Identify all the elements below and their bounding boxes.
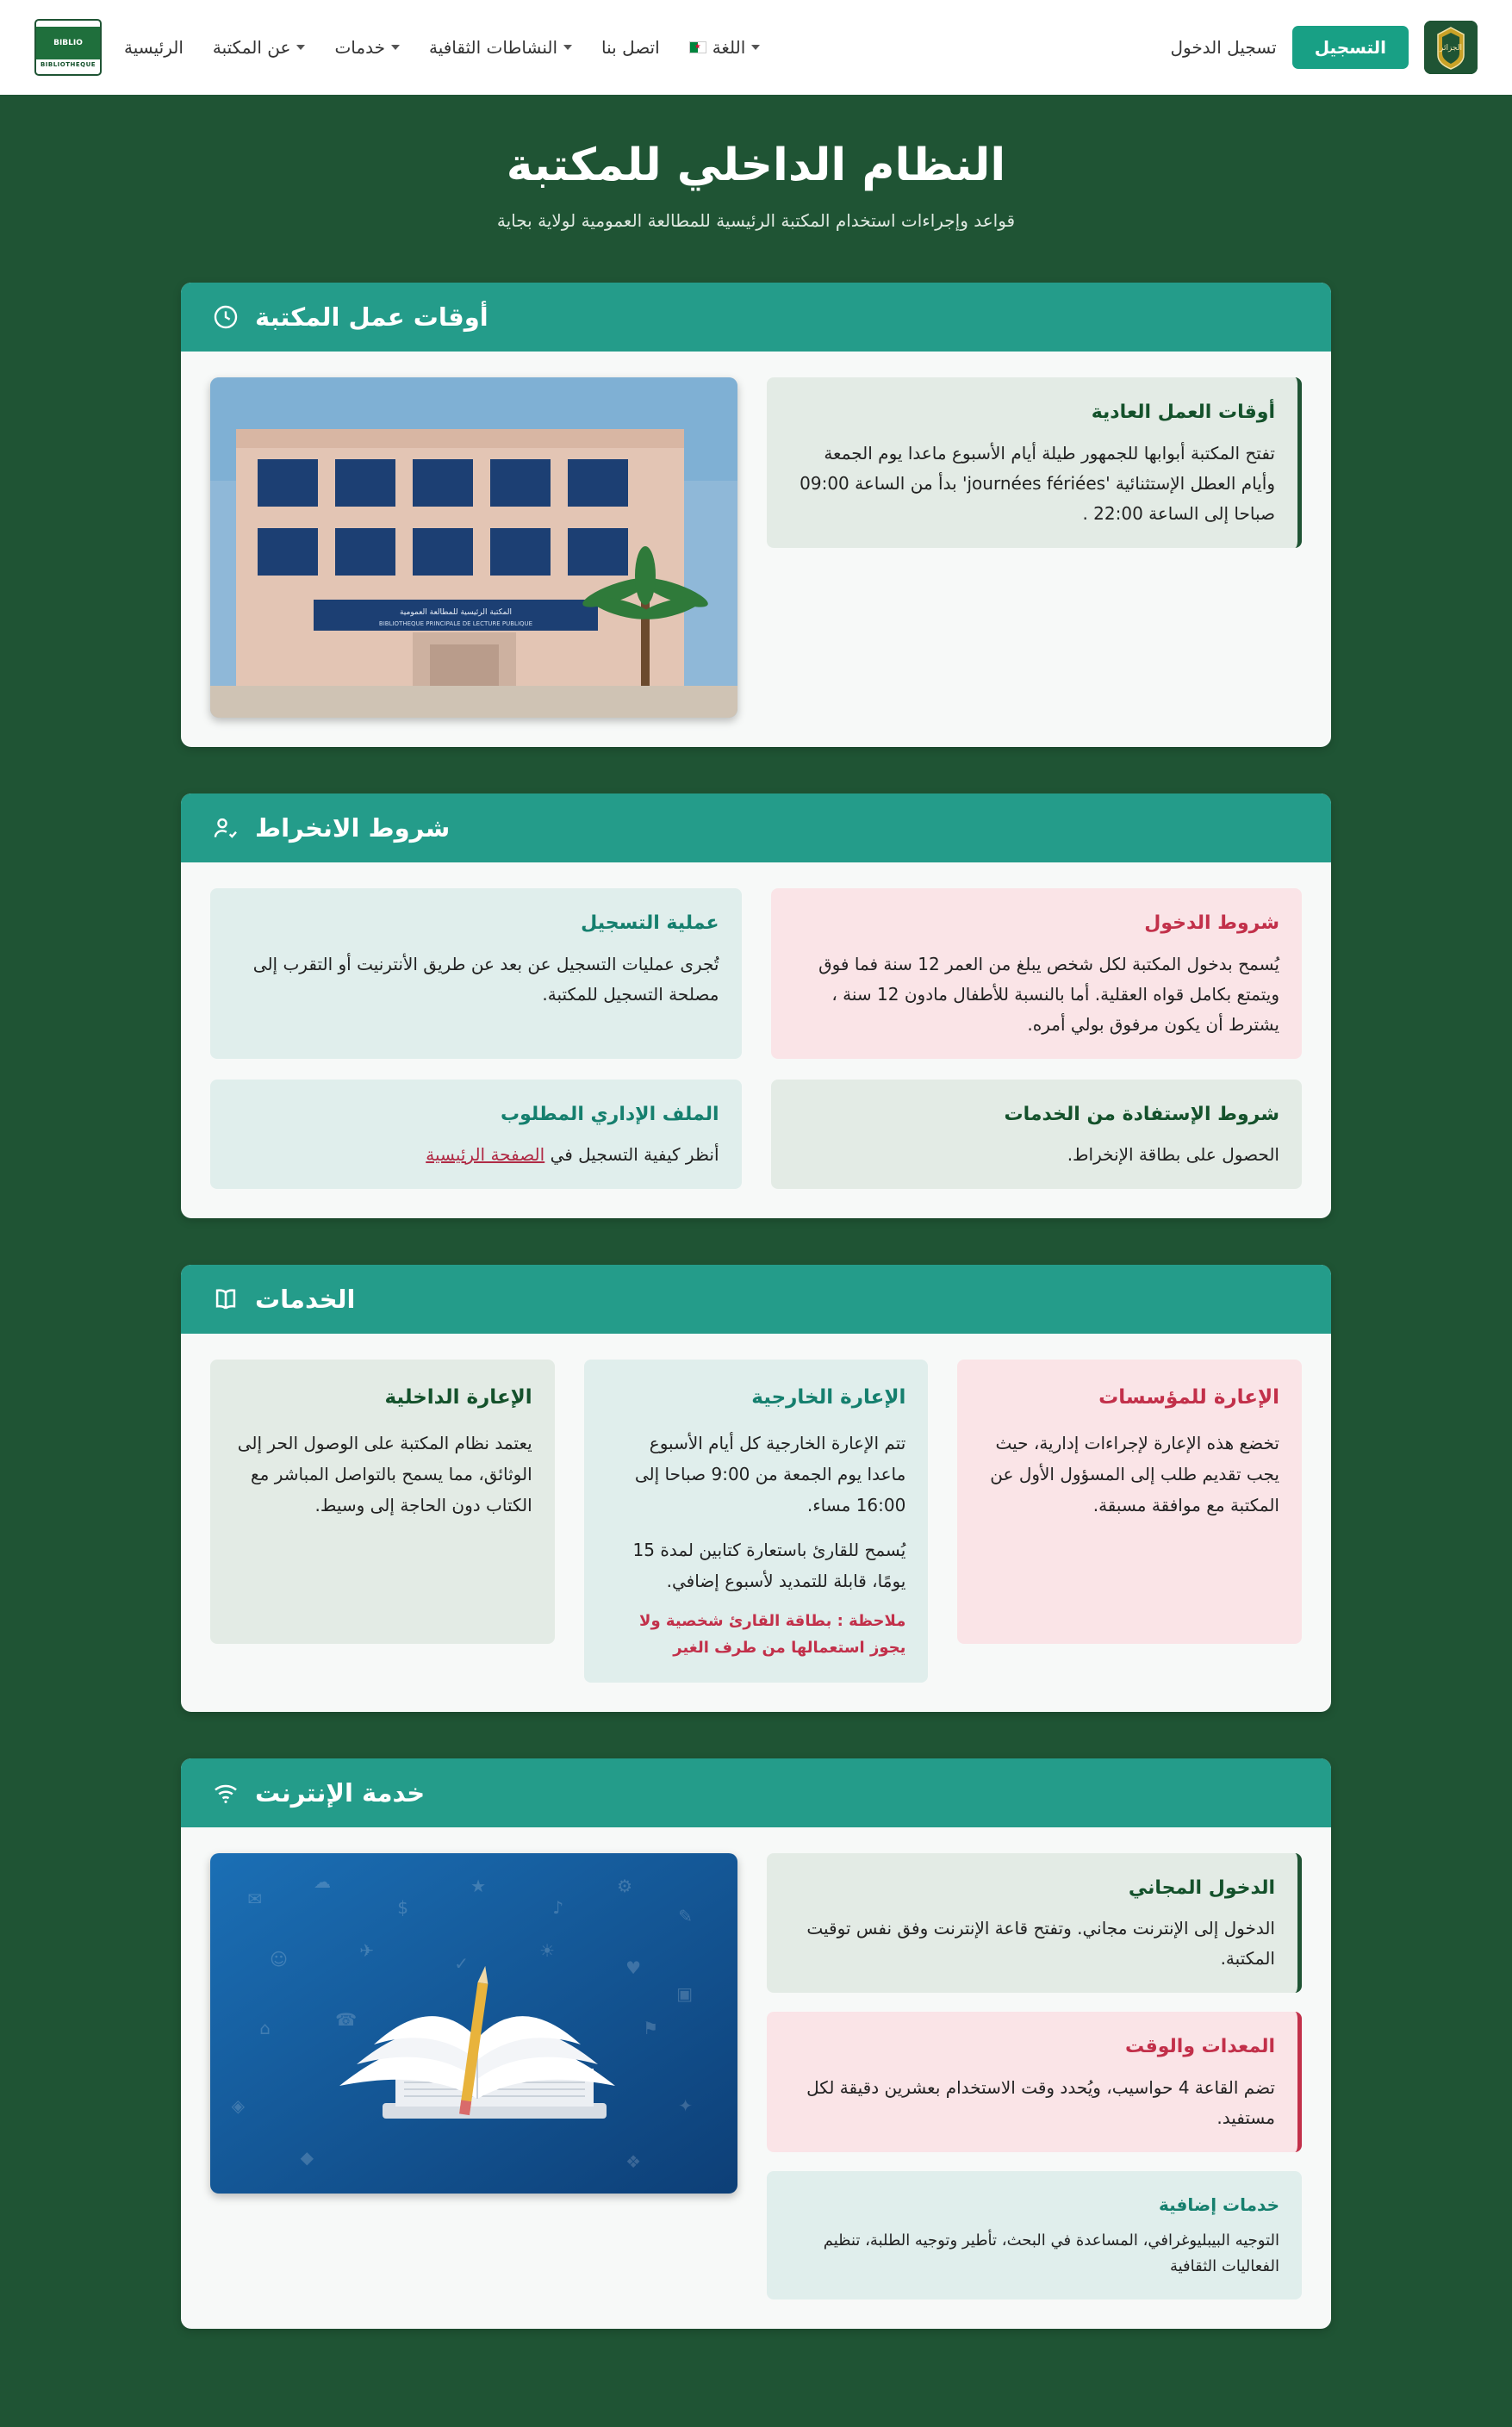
register-button[interactable]: التسجيل [1292, 26, 1409, 69]
page-title: النظام الداخلي للمكتبة [506, 140, 1006, 191]
svg-text:▣: ▣ [676, 1982, 693, 2004]
svg-text:⚑: ⚑ [643, 2017, 658, 2038]
chevron-down-icon [751, 45, 760, 50]
block-service-conditions [771, 1080, 1303, 1190]
block-title-free-access: الدخول المجاني [1128, 1876, 1275, 1899]
svg-text:❖: ❖ [625, 2150, 641, 2172]
block-title-entry-conditions: شروط الدخول [1144, 912, 1279, 934]
main-menu [124, 37, 760, 58]
block-text-equipment-time: تضم القاعة 4 حواسيب، ويُحدد وقت الاستخدام بعشرين دقيقة لكل مستفيد. [806, 2076, 1275, 2128]
block-external-loan [584, 1360, 929, 1683]
chevron-down-icon [563, 45, 572, 50]
menu-label-cultural-activities: النشاطات الثقافية [428, 37, 558, 58]
site-logo-mark [36, 27, 100, 59]
menu-item-language[interactable] [689, 37, 761, 58]
svg-text:♪: ♪ [552, 1896, 563, 1918]
page-content [0, 283, 1512, 2427]
navbar-actions [1170, 21, 1478, 74]
block-text-external-loan: تتم الإعارة الخارجية كل أيام الأسبوع ماعدا يوم الجمعة من 9:00 صباحا إلى 16:00 مساء. [634, 1433, 906, 1516]
section-title-hours: أوقات عمل المكتبة [255, 302, 488, 332]
section-body-hours [181, 352, 1331, 747]
block-registration-process [210, 888, 742, 1059]
svg-text:☎: ☎ [335, 2008, 357, 2030]
menu-item-home[interactable] [124, 37, 184, 58]
block-text-free-access: الدخول إلى الإنترنت مجاني. وتفتح قاعة الإنترنت وفق نفس توقيت المكتبة. [806, 1918, 1275, 1970]
hours-info-column [767, 377, 1302, 548]
page-subtitle: قواعد وإجراءات استخدام المكتبة الرئيسية للمطالعة العمومية لولاية بجاية [496, 210, 1016, 231]
homepage-link[interactable]: الصفحة الرئيسية [426, 1144, 545, 1165]
top-navbar [0, 0, 1512, 95]
user-check-icon [210, 812, 241, 843]
block-text-institution-loan: تخضع هذه الإعارة لإجراءات إدارية، حيث يجب تقديم طلب إلى المسؤول الأول عن المكتبة مع موافقة مسبقة. [990, 1433, 1279, 1516]
block-text-registration-process: تُجرى عمليات التسجيل عن بعد عن طريق الأنترنيت أو التقرب إلى مصلحة التسجيل للمكتبة. [252, 953, 719, 1005]
chevron-down-icon [296, 45, 305, 50]
svg-text:✉: ✉ [247, 1888, 262, 1909]
block-entry-conditions [771, 888, 1303, 1059]
block-text2-external-loan: يُسمح للقارئ باستعارة كتابين لمدة 15 يومًا، قابلة للتمديد لأسبوع إضافي. [632, 1540, 906, 1592]
svg-text:$: $ [397, 1896, 408, 1918]
menu-item-services[interactable] [334, 37, 400, 58]
menu-item-contact[interactable] [601, 37, 660, 58]
section-header-membership [181, 793, 1331, 862]
block-title-service-conditions: شروط الإستفادة من الخدمات [1004, 1103, 1279, 1125]
svg-text:✓: ✓ [454, 1952, 469, 1974]
section-header-services [181, 1265, 1331, 1334]
svg-text:♥: ♥ [625, 1957, 641, 1978]
svg-text:◈: ◈ [231, 2094, 245, 2116]
block-title-institution-loan: الإعارة للمؤسسات [1098, 1386, 1279, 1409]
section-header-internet [181, 1758, 1331, 1827]
section-body-internet [181, 1827, 1331, 2329]
svg-text:☁: ☁ [314, 1870, 331, 1892]
block-title-extra-services: خدمات إضافية [1159, 2194, 1279, 2215]
block-text-service-conditions: الحصول على بطاقة الإنخراط. [1067, 1144, 1279, 1165]
site-logo-bottom-text: BIBLIOTHEQUE [40, 60, 96, 68]
block-text-admin-file [233, 1140, 719, 1170]
membership-grid [210, 888, 1302, 1189]
block-title-normal-hours: أوقات العمل العادية [1091, 401, 1275, 423]
svg-text:✦: ✦ [678, 2094, 693, 2116]
internet-book-illustration [210, 1853, 737, 2194]
chevron-down-icon [391, 45, 400, 50]
block-title-admin-file: الملف الإداري المطلوب [501, 1103, 719, 1125]
site-logo-top-text: BIBLIO [53, 38, 83, 47]
block-note-external-loan: ملاحظة : بطاقة القارئ شخصية ولا يجوز استعمالها من طرف الغير [639, 1612, 906, 1657]
ministry-emblem-logo[interactable] [1424, 21, 1478, 74]
section-membership-conditions [181, 793, 1331, 1218]
svg-text:☀: ☀ [539, 1939, 555, 1961]
svg-text:☺: ☺ [270, 1948, 288, 1970]
section-title-internet: خدمة الإنترنت [255, 1777, 426, 1808]
section-body-membership [181, 862, 1331, 1218]
block-title-internal-loan: الإعارة الداخلية [384, 1386, 532, 1409]
services-grid [210, 1360, 1302, 1683]
menu-label-services: خدمات [334, 37, 385, 58]
block-title-external-loan: الإعارة الخارجية [751, 1386, 906, 1409]
block-admin-file [210, 1080, 742, 1190]
menu-label-home: الرئيسية [124, 37, 184, 58]
block-institution-loan [957, 1360, 1302, 1644]
algeria-flag-icon [689, 41, 706, 53]
section-internet-service [181, 1758, 1331, 2329]
block-text-entry-conditions: يُسمح بدخول المكتبة لكل شخص يبلغ من العمر 12 سنة فما فوق ويتمتع بكامل قواه العقلية. أما بالنسبة للأطفال مادون 12 سنة ، يشترط أن يكون مرفوق بولي أمره. [818, 953, 1279, 1035]
section-services [181, 1265, 1331, 1712]
site-logo[interactable] [34, 19, 102, 76]
clock-icon [210, 302, 241, 333]
block-text-normal-hours: تفتح المكتبة أبوابها للجمهور طيلة أيام الأسبوع ماعدا يوم الجمعة وأيام العطل الإستثنائية 'journées fériées' بدأ من الساعة 09:00 صباحا إلى الساعة 22:00 . [800, 442, 1275, 524]
book-open-icon [210, 1284, 241, 1315]
section-title-membership: شروط الانخراط [255, 813, 451, 843]
block-title-registration-process: عملية التسجيل [581, 912, 719, 934]
svg-text:⚙: ⚙ [617, 1875, 632, 1896]
block-internal-loan [210, 1360, 555, 1644]
block-extra-services [767, 2171, 1302, 2299]
svg-text:الجزائر: الجزائر [1440, 44, 1462, 53]
svg-text:✈: ✈ [359, 1939, 374, 1961]
svg-text:★: ★ [470, 1875, 486, 1896]
block-text-internal-loan: يعتمد نظام المكتبة على الوصول الحر إلى الوثائق، مما يسمح بالتواصل المباشر مع الكتاب دون الحاجة إلى وسيط. [237, 1433, 532, 1516]
section-header-hours [181, 283, 1331, 352]
admin-file-text: أنظر كيفية التسجيل في [544, 1144, 719, 1165]
navbar-menu-area [34, 19, 760, 76]
block-title-equipment-time: المعدات والوقت [1125, 2036, 1275, 2058]
menu-item-cultural-activities[interactable] [429, 37, 572, 58]
login-link[interactable]: تسجيل الدخول [1170, 37, 1277, 58]
menu-label-language: اللغة [712, 37, 746, 58]
menu-label-contact: اتصل بنا [601, 37, 660, 58]
svg-text:◆: ◆ [300, 2146, 314, 2168]
svg-text:BIBLIOTHEQUE PRINCIPALE DE LEC: BIBLIOTHEQUE PRINCIPALE DE LECTURE PUBLIQUE [378, 620, 533, 627]
svg-text:⌂: ⌂ [259, 2017, 271, 2038]
section-library-hours [181, 283, 1331, 747]
block-text-extra-services: التوجيه البيبليوغرافي، المساعدة في البحث، تأطير وتوجيه الطلبة، تنظيم الفعاليات الثقافية [823, 2231, 1279, 2276]
section-body-services [181, 1334, 1331, 1712]
block-equipment-time [767, 2012, 1302, 2152]
menu-item-about-library[interactable] [213, 37, 306, 58]
library-building-photo [210, 377, 737, 718]
internet-info-column [767, 1853, 1302, 2299]
block-free-access [767, 1853, 1302, 1994]
wifi-icon [210, 1777, 241, 1808]
page-hero [0, 95, 1512, 283]
block-normal-hours [767, 377, 1302, 548]
svg-text:✎: ✎ [678, 1905, 693, 1926]
svg-text:المكتبة الرئيسية للمطالعة العم: المكتبة الرئيسية للمطالعة العمومية [399, 608, 513, 617]
section-title-services: الخدمات [255, 1285, 356, 1314]
menu-label-about-library: عن المكتبة [212, 37, 291, 58]
